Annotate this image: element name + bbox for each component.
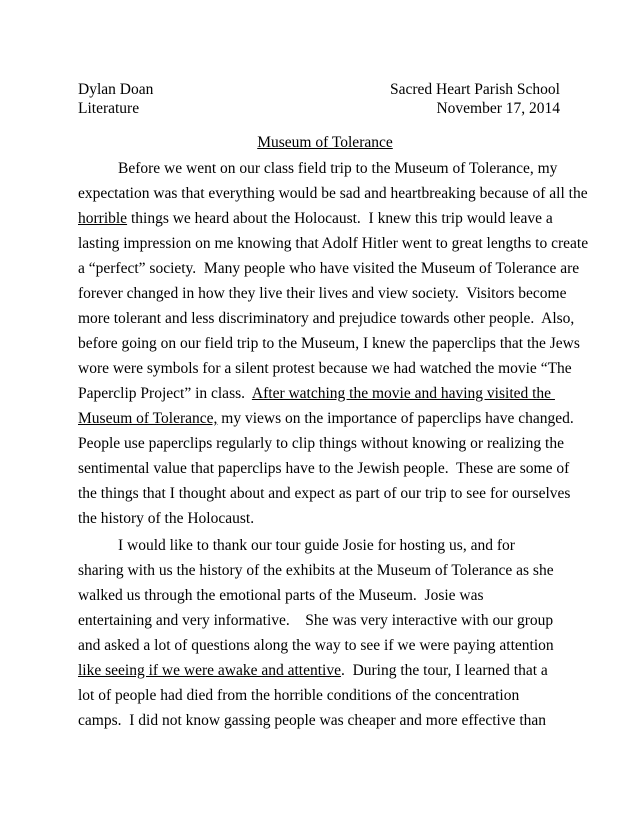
line-text: things we heard about the Holocaust. I knew this trip would leave a bbox=[127, 210, 553, 227]
line-text: my views on the importance of paperclips have changed. bbox=[217, 410, 574, 427]
underlined-text: like seeing if we were awake and attentive bbox=[78, 662, 341, 679]
paragraph-line: the things that I thought about and expect as part of our trip to see for ourselves bbox=[78, 485, 571, 502]
paragraph-line: Before we went on our class field trip to the Museum of Tolerance, my bbox=[118, 160, 558, 177]
paragraph-line: People use paperclips regularly to clip things without knowing or realizing the bbox=[78, 435, 564, 452]
paragraph-line: lot of people had died from the horrible conditions of the concentration bbox=[78, 687, 520, 704]
underlined-text: After watching the movie and having visited the bbox=[251, 385, 555, 402]
document-date: November 17, 2014 bbox=[436, 100, 560, 117]
paragraph-line bbox=[78, 409, 574, 429]
paragraph-line: I would like to thank our tour guide Josie for hosting us, and for bbox=[118, 537, 515, 554]
author-name: Dylan Doan bbox=[78, 81, 154, 98]
paragraph-line: sharing with us the history of the exhibits at the Museum of Tolerance as she bbox=[78, 562, 554, 579]
paragraph-line: a “perfect” society. Many people who have visited the Museum of Tolerance are bbox=[78, 260, 580, 277]
paragraph-line bbox=[78, 661, 548, 681]
header-row-1 bbox=[78, 80, 560, 100]
paragraph-line: and asked a lot of questions along the way to see if we were paying attention bbox=[78, 637, 554, 654]
paragraph-line: more tolerant and less discriminatory and prejudice towards other people. Also, bbox=[78, 310, 575, 327]
paragraph-line: before going on our field trip to the Museum, I knew the paperclips that the Jews bbox=[78, 335, 580, 352]
line-text: Paperclip Project” in class. bbox=[78, 385, 252, 402]
paragraph-line: sentimental value that paperclips have to the Jewish people. These are some of bbox=[78, 460, 570, 477]
line-text: . During the tour, I learned that a bbox=[340, 662, 548, 679]
paragraph-line: wore were symbols for a silent protest because we had watched the movie “The bbox=[78, 360, 572, 377]
paragraph-line bbox=[78, 384, 555, 404]
paragraph-line: forever changed in how they live their lives and view society. Visitors become bbox=[78, 285, 567, 302]
document-title: Museum of Tolerance bbox=[257, 134, 393, 151]
paragraph-line bbox=[78, 209, 553, 229]
underlined-text: Museum of Tolerance, bbox=[78, 410, 218, 427]
paragraph-line: walked us through the emotional parts of the Museum. Josie was bbox=[78, 587, 484, 604]
paragraph-line: camps. I did not know gassing people was cheaper and more effective than bbox=[78, 712, 547, 729]
underlined-text: horrible bbox=[78, 210, 128, 227]
header-row-2 bbox=[78, 99, 560, 119]
paragraph-line: entertaining and very informative. She was very interactive with our group bbox=[78, 612, 554, 629]
paragraph-line: the history of the Holocaust. bbox=[78, 510, 255, 527]
paragraph-line: lasting impression on me knowing that Adolf Hitler went to great lengths to create bbox=[78, 235, 589, 252]
school-name: Sacred Heart Parish School bbox=[389, 81, 560, 98]
paragraph-line: expectation was that everything would be sad and heartbreaking because of all the bbox=[78, 185, 588, 202]
subject-name: Literature bbox=[78, 100, 140, 117]
